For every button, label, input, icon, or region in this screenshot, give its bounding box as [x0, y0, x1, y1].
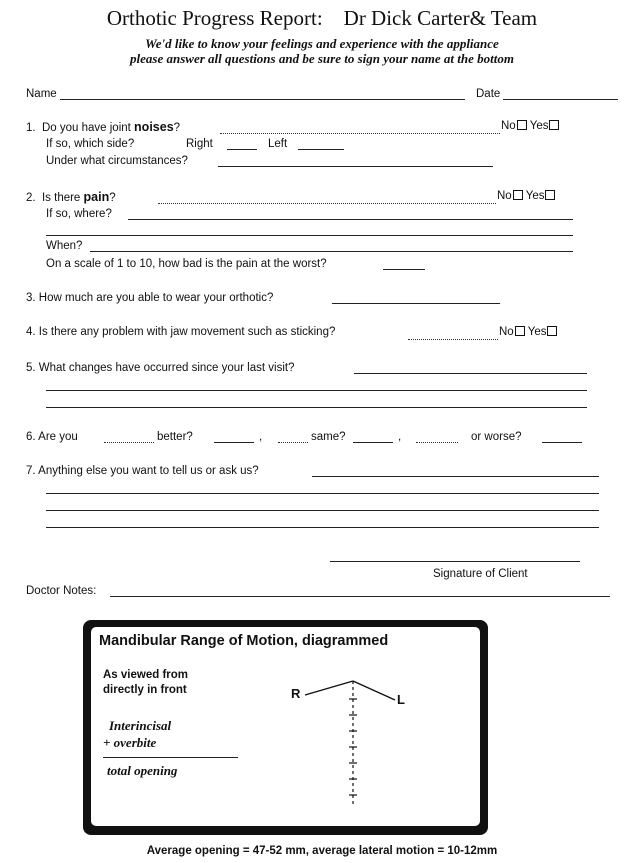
q1-yes-checkbox[interactable] [549, 120, 559, 130]
q2-where-field-2[interactable] [46, 235, 573, 236]
q6-comma-2: , [398, 431, 402, 443]
question-4-options: No Yes [499, 326, 557, 338]
q6-same-label: same? [311, 431, 346, 443]
q1-right-label: Right [186, 138, 213, 150]
question-1-options: No Yes [501, 120, 559, 132]
date-label: Date [476, 88, 501, 100]
question-1: 1. Do you have joint noises? [26, 120, 181, 134]
q1-left-label: Left [268, 138, 288, 150]
question-4: 4. Is there any problem with jaw movement such as sticking? [26, 326, 336, 338]
diagram-panel-inner [91, 627, 480, 826]
page-title: Orthotic Progress Report: Dr Dick Carter& Team [106, 6, 538, 30]
q2-no-checkbox[interactable] [513, 190, 523, 200]
q1-circumstances-label: Under what circumstances? [46, 155, 188, 167]
q1-no-checkbox[interactable] [517, 120, 527, 130]
question-5: 5. What changes have occurred since your last visit? [26, 362, 295, 374]
date-field[interactable] [503, 99, 618, 100]
q6-comma-1: , [259, 431, 263, 443]
q5-field-2[interactable] [46, 390, 587, 391]
q2-yes-checkbox[interactable] [545, 190, 555, 200]
q6-same-field[interactable] [353, 442, 393, 443]
q2-scale-field[interactable] [383, 269, 425, 270]
q1-circumstances-field[interactable] [218, 166, 493, 167]
subtitle-line-2: please answer all questions and be sure to sign your name at the bottom [130, 51, 514, 66]
mandibular-motion-diagram [91, 627, 480, 826]
q1-right-field[interactable] [227, 149, 257, 150]
signature-label: Signature of Client [433, 568, 528, 580]
right-motion-line [305, 681, 353, 695]
subtitle-line-1: We'd like to know your feelings and experience with the appliance [145, 36, 499, 51]
footer-note: Average opening = 47-52 mm, average lateral motion = 10-12mm [146, 845, 498, 857]
question-2-leader [158, 203, 496, 204]
question-4-leader [408, 339, 498, 340]
q2-where-field[interactable] [128, 219, 573, 220]
q6-worse-field[interactable] [542, 442, 582, 443]
signature-field[interactable] [330, 561, 580, 562]
q4-yes-checkbox[interactable] [547, 326, 557, 336]
q7-field[interactable] [312, 476, 599, 477]
question-7: 7. Anything else you want to tell us or ask us? [26, 465, 259, 477]
question-2-options: No Yes [497, 190, 555, 202]
q5-field[interactable] [354, 373, 587, 374]
diagram-panel [83, 620, 488, 835]
q6-better-label: better? [157, 431, 193, 443]
question-1-leader [220, 133, 500, 134]
q6-leader-2 [278, 442, 308, 443]
q7-field-2[interactable] [46, 493, 599, 494]
q4-no-checkbox[interactable] [515, 326, 525, 336]
diagram-total-opening: total opening [107, 763, 178, 778]
q7-field-3[interactable] [46, 510, 599, 511]
diagram-overbite: + overbite [103, 735, 157, 750]
name-label: Name [26, 88, 57, 100]
doctor-notes-label: Doctor Notes: [26, 585, 97, 597]
q3-field[interactable] [332, 303, 500, 304]
q7-field-4[interactable] [46, 527, 599, 528]
left-motion-line [353, 681, 395, 700]
q2-when-field[interactable] [90, 251, 573, 252]
doctor-notes-field[interactable] [110, 596, 610, 597]
diagram-interincisal: Interincisal [109, 718, 172, 733]
q6-leader-3 [416, 442, 458, 443]
q5-field-3[interactable] [46, 407, 587, 408]
diagram-viewed-line-1: As viewed from [103, 669, 188, 681]
q6-worse-label: or worse? [471, 431, 522, 443]
diagram-l-label: L [397, 692, 405, 707]
question-3: 3. How much are you able to wear your orthotic? [26, 292, 274, 304]
diagram-title: Mandibular Range of Motion, diagrammed [99, 633, 389, 649]
question-2: 2. Is there pain? [26, 190, 116, 204]
question-6-label: 6. Are you [26, 431, 78, 443]
diagram-r-label: R [291, 686, 301, 701]
name-field[interactable] [60, 99, 465, 100]
q1-left-field[interactable] [298, 149, 344, 150]
q1-side-label: If so, which side? [46, 138, 135, 150]
q6-leader-1 [104, 442, 154, 443]
q2-scale-label: On a scale of 1 to 10, how bad is the pain at the worst? [46, 258, 327, 270]
diagram-viewed-line-2: directly in front [103, 684, 187, 696]
q2-where-label: If so, where? [46, 208, 112, 220]
q6-better-field[interactable] [214, 442, 254, 443]
q2-when-label: When? [46, 240, 83, 252]
